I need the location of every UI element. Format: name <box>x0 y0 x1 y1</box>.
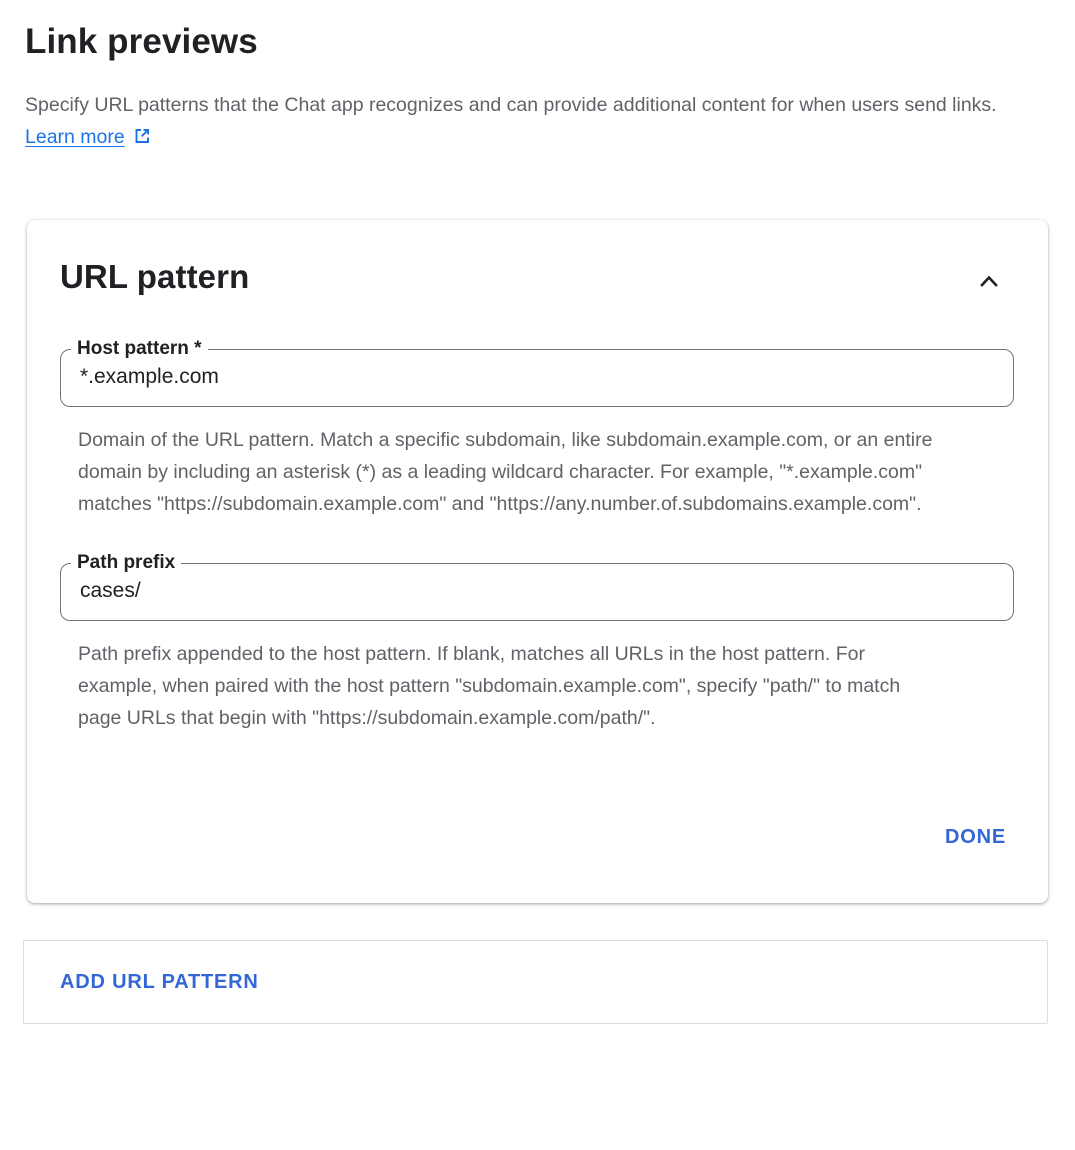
collapse-card-button[interactable] <box>970 264 1008 298</box>
host-pattern-field-outline <box>60 338 1014 407</box>
url-pattern-card <box>27 220 1048 903</box>
card-actions-row <box>60 820 1014 855</box>
add-url-pattern-button[interactable]: ADD URL PATTERN <box>46 963 273 1002</box>
path-prefix-input[interactable] <box>80 579 990 603</box>
host-pattern-field-label: Host pattern * <box>77 338 202 359</box>
chevron-up-icon <box>974 282 1004 297</box>
page-description-text: Specify URL patterns that the Chat app recognizes and can provide additional content for when users send links. <box>25 94 997 116</box>
path-prefix-field-group <box>60 552 1014 734</box>
path-prefix-field-label: Path prefix <box>77 552 176 573</box>
host-pattern-helper-text: Domain of the URL pattern. Match a specific subdomain, like subdomain.example.com, or an entire domain by including an asterisk (*) as a leading wildcard character. For example, "*.example.com" matches "https://subdomain.example.com" and "https://any.number.of.subdomains.example.com". <box>78 429 933 515</box>
host-pattern-field-group <box>60 338 1014 520</box>
url-pattern-card-title: URL pattern <box>60 258 250 295</box>
page-title: Link previews <box>25 22 258 61</box>
host-pattern-input[interactable] <box>80 365 990 389</box>
url-pattern-card-header <box>60 256 1014 298</box>
path-prefix-field-outline <box>60 552 1014 621</box>
learn-more-label: Learn more <box>25 126 125 148</box>
learn-more-link[interactable] <box>25 126 152 148</box>
path-prefix-helper-text: Path prefix appended to the host pattern. If blank, matches all URLs in the host pattern. For example, when paired with the host pattern "subdomain.example.com", specify "path/" to match page URLs that begin with "https://subdomain.example.com/path/". <box>78 643 901 729</box>
page-description <box>25 89 1039 156</box>
external-link-icon <box>132 124 152 156</box>
add-url-pattern-card <box>23 940 1048 1024</box>
done-button[interactable]: DONE <box>937 820 1014 855</box>
